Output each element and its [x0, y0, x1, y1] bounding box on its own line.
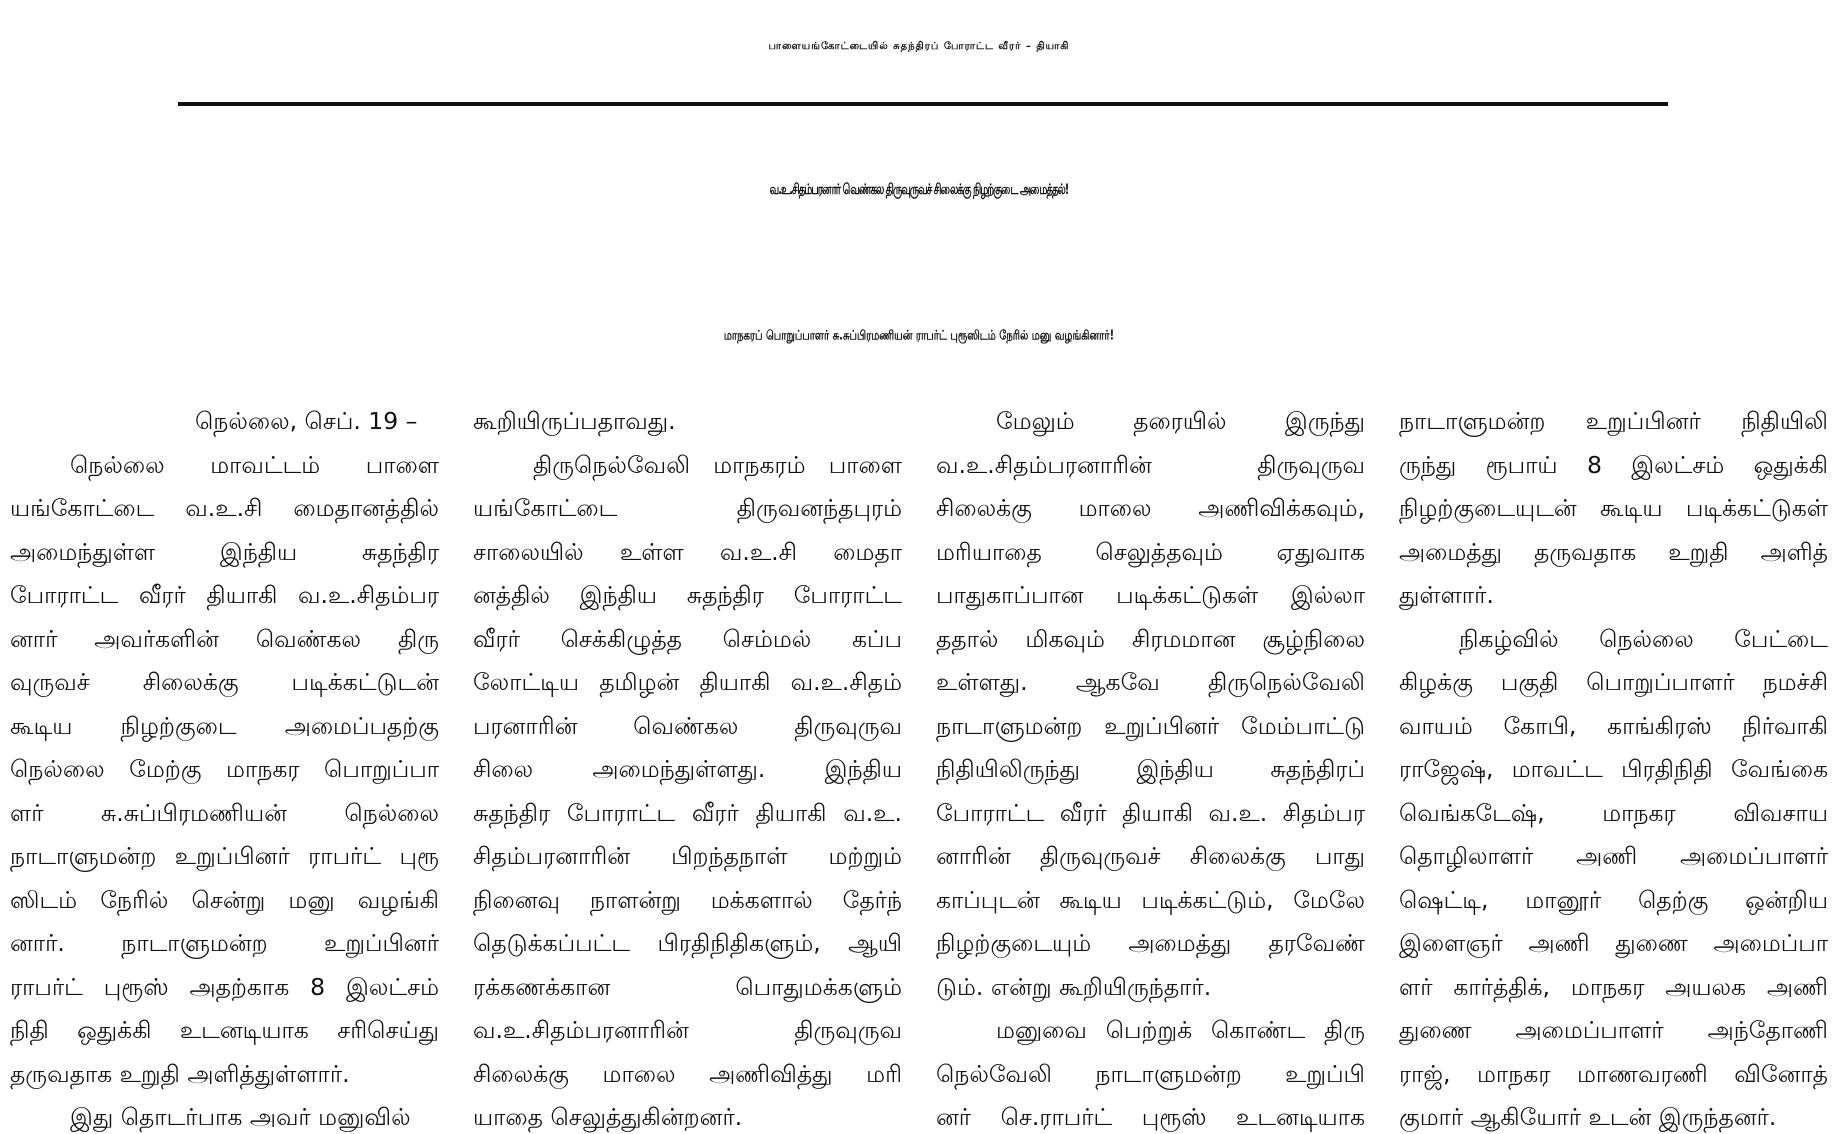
text-line: ததால் மிகவும் சிரமமான சூழ்நிலை [936, 624, 1365, 653]
text-line: சாலையில் உள்ள வ.உ.சி மைதா [473, 537, 902, 566]
dateline: நெல்லை, செப். 19 – [195, 407, 418, 435]
text-line: நாடாளுமன்ற உறுப்பினர் ராபர்ட் புரூ [10, 842, 439, 870]
text-line: நாடாளுமன்ற உறுப்பினர் நிதியிலி [1399, 407, 1828, 435]
text-line: டும். என்று கூறியிருந்தார். [936, 972, 1212, 1001]
text-line: நிழற்குடையுடன் கூடிய படிக்கட்டுகள் [1399, 494, 1828, 522]
text-line: கூடிய நிழற்குடை அமைப்பதற்கு [10, 711, 439, 740]
text-line: ஸிடம் நேரில் சென்று மனு வழங்கி [10, 885, 439, 914]
text-line: திருநெல்வேலி மாநகரம் பாளை [533, 450, 902, 479]
text-line: ரக்கணக்கான பொதுமக்களும் [473, 972, 902, 1001]
text-line: ராபர்ட் புரூஸ் அதற்காக 8 இலட்சம் [10, 972, 439, 1001]
text-line: போராட்ட வீரர் தியாகி வ.உ.சிதம்பர [10, 581, 439, 609]
text-line: லோட்டிய தமிழன் தியாகி வ.உ.சிதம் [473, 668, 902, 696]
article-column-3 [936, 400, 1365, 1134]
text-line: மேலும் தரையில் இருந்து [996, 407, 1365, 435]
text-line: ளர் கார்த்திக், மாநகர அயலக அணி [1399, 972, 1828, 1001]
text-line: வாயம் கோபி, காங்கிரஸ் நிர்வாகி [1399, 711, 1828, 740]
text-line: நெல்வேலி நாடாளுமன்ற உறுப்பி [936, 1059, 1365, 1088]
text-line: ராஜ், மாநகர மாணவரணி வினோத் [1399, 1059, 1828, 1088]
text-line: சுதந்திர போராட்ட வீரர் தியாகி வ.உ. [473, 798, 902, 827]
text-line: யங்கோட்டை திருவனந்தபுரம் [473, 494, 902, 522]
text-line: சிலைக்கு மாலை அணிவித்து மரி [473, 1059, 902, 1088]
text-line: நாடாளுமன்ற உறுப்பினர் மேம்பாட்டு [936, 711, 1365, 740]
text-line: வ.உ.சிதம்பரனாரின் திருவுருவ [473, 1016, 902, 1044]
text-line: யாதை செலுத்துகின்றனர். [473, 1103, 743, 1131]
text-line: தருவதாக உறுதி அளித்துள்ளார். [10, 1059, 350, 1088]
text-line: னாரின் திருவுருவச் சிலைக்கு பாது [936, 842, 1365, 870]
text-line: மரியாதை செலுத்தவும் ஏதுவாக [936, 537, 1365, 566]
text-line: தொழிலாளர் அணி அமைப்பாளர் [1399, 842, 1828, 870]
text-line: அமைத்து தருவதாக உறுதி அளித் [1399, 537, 1828, 566]
article-column-4 [1399, 400, 1828, 1134]
text-line: ஷெட்டி, மானூர் தெற்கு ஒன்றிய [1399, 885, 1828, 914]
text-line: ளர் சு.சுப்பிரமணியன் நெல்லை [10, 798, 439, 827]
text-line: ருந்து ரூபாய் 8 இலட்சம் ஒதுக்கி [1399, 450, 1828, 479]
text-line: னார். நாடாளுமன்ற உறுப்பினர் [10, 929, 439, 957]
text-line: ராஜேஷ், மாவட்ட பிரதிநிதி வேங்கை [1399, 755, 1828, 783]
text-line: உள்ளது. ஆகவே திருநெல்வேலி [936, 668, 1365, 696]
text-line: நிழற்குடையும் அமைத்து தரவேண் [936, 929, 1365, 957]
text-line: சிதம்பரனாரின் பிறந்தநாள் மற்றும் [473, 842, 902, 870]
text-line: சிலைக்கு மாலை அணிவிக்கவும், [936, 494, 1365, 522]
article-column-1 [10, 400, 439, 1134]
article-body [10, 400, 1828, 1134]
text-line: குமார் ஆகியோர் உடன் இருந்தனர். [1399, 1103, 1777, 1131]
text-line: கூறியிருப்பதாவது. [473, 407, 676, 435]
text-line: இது தொடர்பாக அவர் மனுவில் [70, 1103, 411, 1131]
article-headline: வ.உ.சிதம்பரனார் வெண்கல திருவுருவச் சிலைக்கு நிழற்குடை அமைத்தல்! [769, 182, 1069, 199]
text-line: வீரர் செக்கிழுத்த செம்மல் கப்ப [473, 624, 902, 653]
article-column-2 [473, 400, 902, 1134]
text-line: னார் அவர்களின் வெண்கல திரு [10, 624, 439, 653]
article-kicker: பாளையங்கோட்டையில் சுதந்திரப் போராட்ட வீரர் – தியாகி [768, 41, 1070, 52]
text-line: அமைந்துள்ள இந்திய சுதந்திர [10, 537, 439, 566]
text-line: நெல்லை மாவட்டம் பாளை [70, 450, 439, 479]
text-line: மனுவை பெற்றுக் கொண்ட திரு [996, 1016, 1365, 1044]
text-line: காப்புடன் கூடிய படிக்கட்டும், மேலே [936, 885, 1365, 914]
text-line: யங்கோட்டை வ.உ.சி மைதானத்தில் [10, 494, 439, 522]
text-line: வ.உ.சிதம்பரனாரின் திருவுருவ [936, 450, 1365, 479]
text-line: நிதியிலிருந்து இந்திய சுதந்திரப் [936, 755, 1365, 783]
text-line: தெடுக்கப்பட்ட பிரதிநிதிகளும், ஆயி [473, 929, 902, 957]
text-line: துணை அமைப்பாளர் அந்தோணி [1399, 1016, 1828, 1044]
text-line: வுருவச் சிலைக்கு படிக்கட்டுடன் [10, 668, 439, 696]
text-line: சிலை அமைந்துள்ளது. இந்திய [473, 755, 902, 783]
text-line: பாதுகாப்பான படிக்கட்டுகள் இல்லா [936, 581, 1365, 609]
article-subheadline: மாநகரப் பொறுப்பாளர் சு.சுப்பிரமணியன் ராபர்ட் புரூஸிடம் நேரில் மனு வழங்கினார்! [723, 329, 1115, 344]
text-line: துள்ளார். [1399, 581, 1494, 609]
text-line: நிதி ஒதுக்கி உடனடியாக சரிசெய்து [10, 1016, 439, 1044]
text-line: னர் செ.ராபர்ட் புரூஸ் உடனடியாக [936, 1103, 1365, 1131]
text-line: போராட்ட வீரர் தியாகி வ.உ. சிதம்பர [936, 798, 1365, 827]
text-line: நினைவு நாளன்று மக்களால் தேர்ந் [473, 885, 902, 914]
text-line: வெங்கடேஷ், மாநகர விவசாய [1399, 798, 1828, 827]
text-line: பரனாரின் வெண்கல திருவுருவ [473, 711, 902, 740]
text-line: நெல்லை மேற்கு மாநகர பொறுப்பா [10, 755, 439, 783]
text-line: கிழக்கு பகுதி பொறுப்பாளர் நமச்சி [1399, 668, 1828, 696]
text-line: நிகழ்வில் நெல்லை பேட்டை [1459, 624, 1828, 653]
text-line: னத்தில் இந்திய சுதந்திர போராட்ட [473, 581, 902, 609]
text-line: இளைஞர் அணி துணை அமைப்பா [1399, 929, 1828, 957]
